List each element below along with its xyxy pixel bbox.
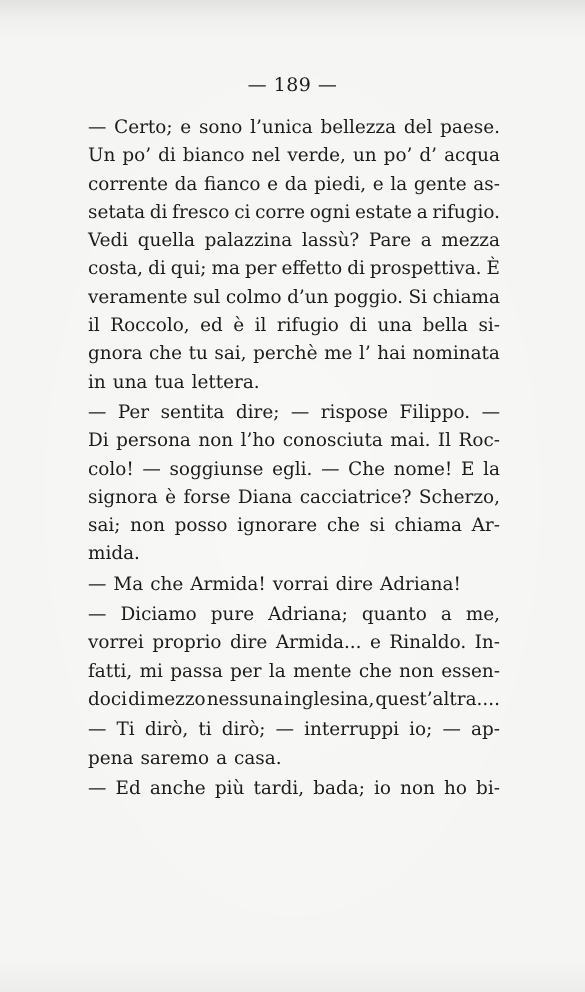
text-line: signora è forse Diana cacciatrice? Scherzo, (88, 486, 500, 508)
text-line: colo! — soggiunse egli. — Che nome! E la (88, 458, 500, 480)
text-line: — Ed anche più tardi, bada; io non ho bi- (88, 777, 500, 799)
text-line: setata di fresco ci corre ogni estate a rifugio. (88, 201, 500, 223)
text-line: veramente sul colmo d’un poggio. Si chiama (88, 286, 500, 308)
text-line: costa, di qui; ma per effetto di prospettiva. È (88, 258, 500, 280)
text-line: Di persona non l’ho conosciuta mai. Il Roc- (88, 430, 500, 452)
text-line: — Ti dirò, ti dirò; — interruppi io; — ap- (88, 719, 500, 741)
text-line: il Roccolo, ed è il rifugio di una bella si- (88, 315, 500, 337)
text-line: corrente da fianco e da piedi, e la gente as- (88, 173, 500, 195)
text-line: Vedi quella palazzina lassù? Pare a mezza (88, 230, 500, 252)
text-line: doci di mezzo nessuna inglesina, quest’altra.... (88, 688, 500, 710)
text-line: sai; non posso ignorare che si chiama Ar- (88, 515, 500, 537)
text-line: — Per sentita dire; — rispose Filippo. — (88, 401, 500, 423)
text-line: — Diciamo pure Adriana; quanto a me, (88, 604, 500, 626)
text-line: Un po’ di bianco nel verde, un po’ d’ acqua (88, 145, 500, 167)
text-line: fatti, mi passa per la mente che non essen- (88, 660, 500, 682)
text-line: pena saremo a casa. (88, 747, 282, 769)
text-line: — Ma che Armida! vorrai dire Adriana! (88, 573, 461, 595)
text-line: gnora che tu sai, perchè me l’ hai nominata (88, 343, 500, 365)
text-line: vorrei proprio dire Armida... e Rinaldo. In- (88, 632, 500, 654)
text-block (88, 114, 500, 803)
text-line: — Certo; e sono l’unica bellezza del paese. (88, 117, 500, 138)
page-number: — 189 — (247, 74, 338, 96)
text-line: mida. (88, 543, 140, 565)
text-line: in una tua lettera. (88, 371, 260, 393)
